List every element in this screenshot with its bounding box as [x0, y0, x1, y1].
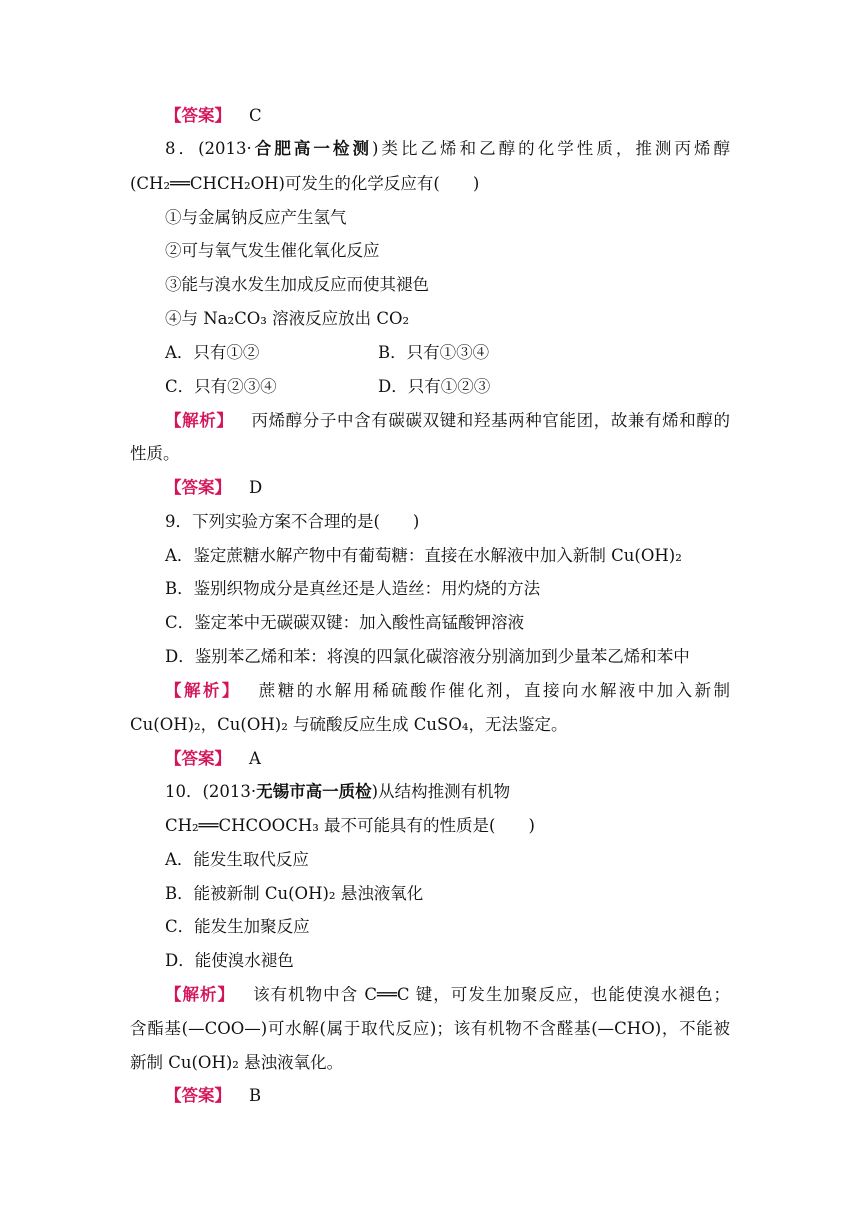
q9-stem: 9．下列实验方案不合理的是( )	[165, 512, 420, 531]
q9-option-c: C．鉴定苯中无碳碳双键：加入酸性高锰酸钾溶液	[165, 613, 525, 632]
q9-analysis-line1: 【解析】 蔗糖的水解用稀硫酸作催化剂，直接向水解液中加入新制	[165, 681, 731, 700]
q9-option-d: D．鉴别苯乙烯和苯：将溴的四氯化碳溶液分别滴加到少量苯乙烯和苯中	[165, 647, 690, 666]
q10-analysis-line1: 【解析】 该有机物中含 C══C 键，可发生加聚反应，也能使溴水褪色；	[165, 985, 731, 1004]
q8-options-row2	[165, 376, 765, 398]
q9-answer-line	[165, 748, 765, 770]
q8-item-4: ④与 Na₂CO₃ 溶液反应放出 CO₂	[165, 309, 410, 328]
q8-options-row1	[165, 342, 765, 364]
q8-source: 合肥高一检测	[251, 139, 372, 158]
q9-analysis-line2: Cu(OH)₂，Cu(OH)₂ 与硫酸反应生成 CuSO₄，无法鉴定。	[130, 715, 568, 734]
q8-option-b: B．只有①③④	[378, 343, 490, 362]
q10-analysis-line3: 新制 Cu(OH)₂ 悬浊液氧化。	[130, 1053, 344, 1072]
q8-option-c: C．只有②③④	[165, 377, 277, 396]
q8-item-1: ①与金属钠反应产生氢气	[165, 208, 347, 227]
q8-answer-line	[165, 477, 765, 499]
q8-analysis-line1: 【解析】 丙烯醇分子中含有碳碳双键和羟基两种官能团，故兼有烯和醇的	[165, 411, 731, 430]
q9-option-a: A．鉴定蔗糖水解产物中有葡萄糖：直接在水解液中加入新制 Cu(OH)₂	[165, 546, 682, 565]
q8-option-d: D．只有①②③	[378, 377, 491, 396]
q7-answer-line	[165, 105, 765, 127]
q8-item-2: ②可与氧气发生催化氧化反应	[165, 241, 380, 260]
q9-answer: A	[249, 749, 261, 768]
q8-answer: D	[249, 478, 263, 497]
q9-option-b: B．鉴别织物成分是真丝还是人造丝：用灼烧的方法	[165, 579, 541, 598]
q8-item-3: ③能与溴水发生加成反应而使其褪色	[165, 275, 429, 294]
q10-answer-line	[165, 1085, 765, 1107]
answer-label: 【答案】	[165, 478, 231, 497]
q8-stem-line2: (CH₂══CHCH₂OH)可发生的化学反应有( )	[130, 174, 480, 193]
answer-label: 【答案】	[165, 106, 231, 125]
answer-label: 【答案】	[165, 1086, 231, 1105]
q8-stem-line1: 8．(2013·合肥高一检测)类比乙烯和乙醇的化学性质，推测丙烯醇	[165, 139, 731, 158]
q10-source: 无锡市高一质检	[256, 782, 372, 801]
q10-answer: B	[249, 1086, 262, 1105]
analysis-label: 【解析】	[165, 681, 241, 700]
q7-answer: C	[249, 106, 262, 125]
q10-option-b: B．能被新制 Cu(OH)₂ 悬浊液氧化	[165, 884, 424, 903]
answer-label: 【答案】	[165, 749, 231, 768]
q10-option-d: D．能使溴水褪色	[165, 951, 294, 970]
q10-stem-line2: CH₂══CHCOOCH₃ 最不可能具有的性质是( )	[165, 816, 535, 835]
analysis-label: 【解析】	[165, 411, 234, 430]
q10-stem-line1: 10．(2013·无锡市高一质检)从结构推测有机物	[165, 782, 511, 801]
q10-option-c: C．能发生加聚反应	[165, 917, 310, 936]
q8-option-a: A．只有①②	[165, 343, 260, 362]
q8-analysis-line2: 性质。	[130, 444, 180, 463]
analysis-label: 【解析】	[165, 985, 236, 1004]
q10-option-a: A．能发生取代反应	[165, 850, 309, 869]
q10-analysis-line2: 含酯基(—COO—)可水解(属于取代反应)；该有机物不含醛基(—CHO)，不能被	[130, 1019, 730, 1038]
